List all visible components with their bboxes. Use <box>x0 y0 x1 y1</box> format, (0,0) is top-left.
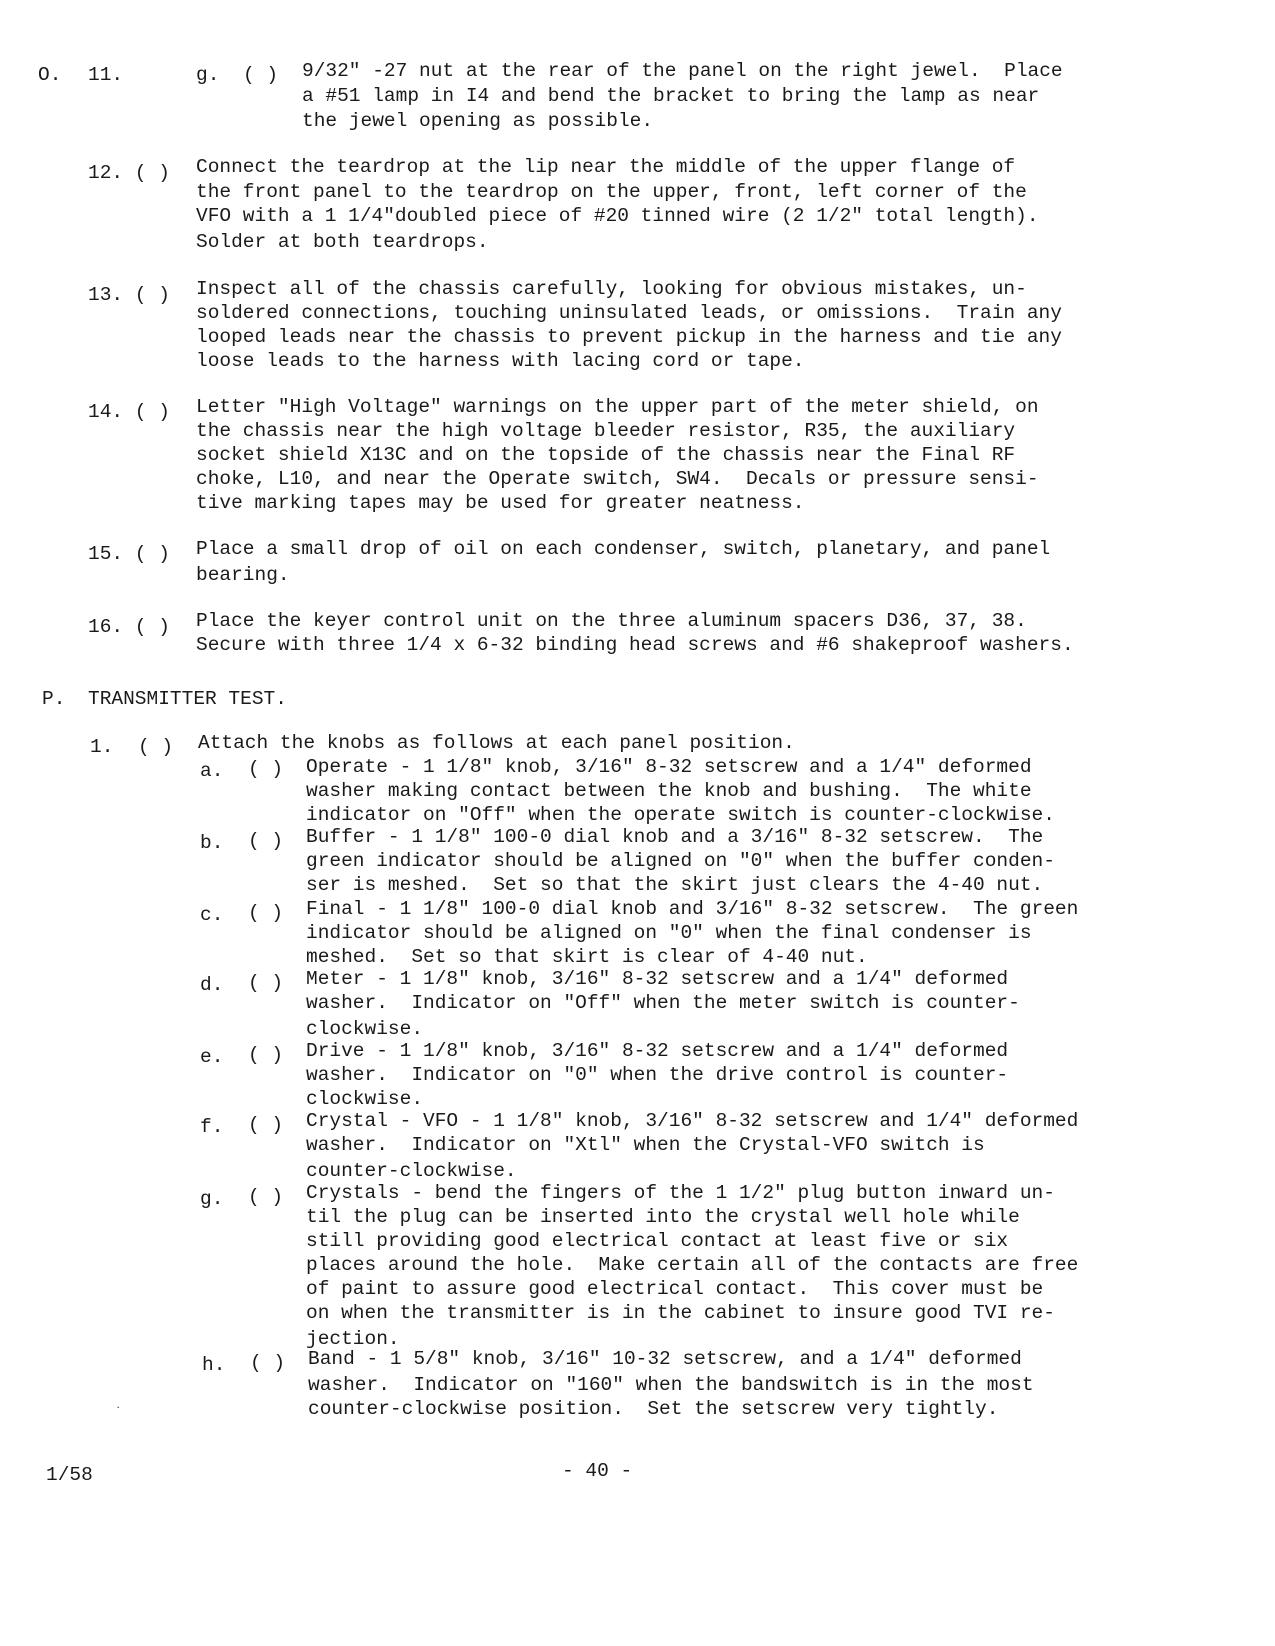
checkbox: ( ) <box>248 1114 284 1136</box>
text-line: Inspect all of the chassis carefully, looking for obvious mistakes, un- <box>196 278 1027 300</box>
text-line: clockwise. <box>306 1018 424 1040</box>
subitem-letter: e. <box>200 1046 224 1068</box>
text-line: Solder at both teardrops. <box>196 231 489 253</box>
text-line: til the plug can be inserted into the crystal well hole while <box>306 1206 1020 1228</box>
text-line: indicator should be aligned on "0" when the final condenser is <box>306 922 1032 944</box>
text-line: Place a small drop of oil on each condenser, switch, planetary, and panel <box>196 538 1051 560</box>
checkbox: ( ) <box>248 902 284 924</box>
section-title: TRANSMITTER TEST. <box>88 688 287 710</box>
text-line: Connect the teardrop at the lip near the middle of the upper flange of <box>196 156 1016 178</box>
text-line: washer making contact between the knob and bushing. The white <box>306 780 1032 802</box>
text-line: green indicator should be aligned on "0" when the buffer conden- <box>306 850 1055 872</box>
text-line: washer. Indicator on "Off" when the meter switch is counter- <box>306 992 1020 1014</box>
text-line: Place the keyer control unit on the three aluminum spacers D36, 37, 38. <box>196 610 1027 632</box>
text-line: Band - 1 5/8" knob, 3/16" 10-32 setscrew, and a 1/4" deformed <box>308 1348 1022 1370</box>
checkbox: ( ) <box>250 1352 286 1374</box>
checkbox: ( ) <box>138 736 174 758</box>
item-number: 13. ( ) <box>88 284 170 306</box>
item-number: 15. ( ) <box>88 543 170 565</box>
checkbox: ( ) <box>248 972 284 994</box>
text-line: on when the transmitter is in the cabinet to insure good TVI re- <box>306 1302 1055 1324</box>
text-line: counter-clockwise. <box>306 1160 517 1182</box>
page-number: - 40 - <box>562 1460 633 1482</box>
subitem-letter: f. <box>200 1116 224 1138</box>
text-line: tive marking tapes may be used for greater neatness. <box>196 492 805 514</box>
item-number: 14. ( ) <box>88 401 170 423</box>
text-line: washer. Indicator on "Xtl" when the Crystal-VFO switch is <box>306 1134 985 1156</box>
scan-speck: ˙ <box>114 1406 123 1422</box>
text-line: still providing good electrical contact at least five or six <box>306 1230 1009 1252</box>
text-line: meshed. Set so that skirt is clear of 4-40 nut. <box>306 946 868 968</box>
item-number: 11. <box>88 64 124 86</box>
text-line: Final - 1 1/8" 100-0 dial knob and 3/16" 8-32 setscrew. The green <box>306 898 1079 920</box>
subitem-letter: g. <box>200 1188 224 1210</box>
text-line: choke, L10, and near the Operate switch, SW4. Decals or pressure sensi- <box>196 468 1039 490</box>
text-line: loose leads to the harness with lacing cord or tape. <box>196 350 805 372</box>
item-number: 16. ( ) <box>88 616 170 638</box>
text-line: a #51 lamp in I4 and bend the bracket to bring the lamp as near <box>302 85 1040 107</box>
item-number: 1. <box>90 736 114 758</box>
text-line: Meter - 1 1/8" knob, 3/16" 8-32 setscrew and a 1/4" deformed <box>306 968 1009 990</box>
subitem-letter: d. <box>200 974 224 996</box>
checkbox: ( ) <box>248 1044 284 1066</box>
text-line: Secure with three 1/4 x 6-32 binding head screws and #6 shakeproof washers. <box>196 634 1074 656</box>
text-line: Crystals - bend the fingers of the 1 1/2" plug button inward un- <box>306 1182 1055 1204</box>
item-number: 12. ( ) <box>88 162 170 184</box>
subitem-letter: c. <box>200 904 224 926</box>
text-line: socket shield X13C and on the topside of the chassis near the Final RF <box>196 444 1016 466</box>
text-line: the chassis near the high voltage bleeder resistor, R35, the auxiliary <box>196 420 1016 442</box>
text-line: 9/32" -27 nut at the rear of the panel on the right jewel. Place <box>302 60 1063 82</box>
text-line: Letter "High Voltage" warnings on the upper part of the meter shield, on <box>196 396 1039 418</box>
text-line: places around the hole. Make certain all of the contacts are free <box>306 1254 1079 1276</box>
text-line: the jewel opening as possible. <box>302 110 654 132</box>
checkbox: ( ) <box>248 758 284 780</box>
checkbox: ( ) <box>243 64 279 86</box>
subitem-letter: b. <box>200 832 224 854</box>
text-line: washer. Indicator on "160" when the bandswitch is in the most <box>308 1374 1034 1396</box>
text-line: bearing. <box>196 564 290 586</box>
text-line: looped leads near the chassis to prevent pickup in the harness and tie any <box>196 326 1062 348</box>
section-label: O. <box>38 64 62 86</box>
text-line: indicator on "Off" when the operate switch is counter-clockwise. <box>306 804 1055 826</box>
text-line: counter-clockwise position. Set the setscrew very tightly. <box>308 1398 999 1420</box>
checkbox: ( ) <box>248 830 284 852</box>
text-line: Operate - 1 1/8" knob, 3/16" 8-32 setscrew and a 1/4" deformed <box>306 756 1032 778</box>
text-line: washer. Indicator on "0" when the drive control is counter- <box>306 1064 1009 1086</box>
footer-date: 1/58 <box>46 1464 93 1486</box>
text-line: the front panel to the teardrop on the upper, front, left corner of the <box>196 181 1027 203</box>
checkbox: ( ) <box>248 1186 284 1208</box>
text-line: clockwise. <box>306 1088 424 1110</box>
text-line: jection. <box>306 1328 400 1350</box>
text-line: Buffer - 1 1/8" 100-0 dial knob and a 3/16" 8-32 setscrew. The <box>306 826 1044 848</box>
subitem-letter: g. <box>196 64 220 86</box>
subitem-letter: a. <box>200 760 224 782</box>
text-line: Drive - 1 1/8" knob, 3/16" 8-32 setscrew and a 1/4" deformed <box>306 1040 1009 1062</box>
text-line: soldered connections, touching uninsulated leads, or omissions. Train any <box>196 302 1062 324</box>
item-intro: Attach the knobs as follows at each panel position. <box>198 732 795 754</box>
text-line: VFO with a 1 1/4"doubled piece of #20 tinned wire (2 1/2" total length). <box>196 205 1039 227</box>
section-label: P. <box>42 688 66 710</box>
text-line: of paint to assure good electrical contact. This cover must be <box>306 1278 1044 1300</box>
text-line: ser is meshed. Set so that the skirt just clears the 4-40 nut. <box>306 874 1044 896</box>
subitem-letter: h. <box>202 1354 226 1376</box>
text-line: Crystal - VFO - 1 1/8" knob, 3/16" 8-32 setscrew and 1/4" deformed <box>306 1110 1079 1132</box>
